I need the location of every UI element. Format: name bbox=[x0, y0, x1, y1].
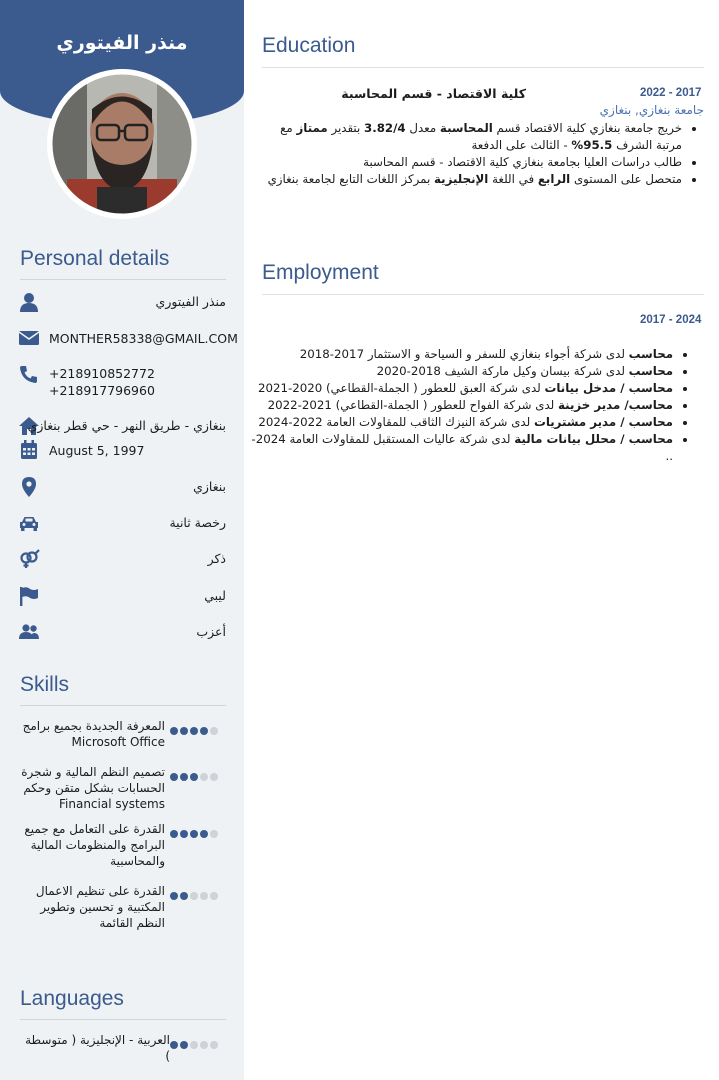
divider bbox=[262, 67, 704, 68]
flag-icon bbox=[18, 586, 40, 606]
map-marker-icon bbox=[18, 477, 40, 497]
employment-item bbox=[243, 397, 673, 414]
text-run: متحصل على المستوى bbox=[570, 172, 682, 186]
envelope-icon bbox=[18, 328, 40, 348]
role: محاسب / مدير مشتريات bbox=[533, 415, 673, 429]
gender-value: ذكر bbox=[207, 551, 226, 566]
employment-list bbox=[243, 346, 695, 465]
full-name-value: منذر الفيتوري bbox=[155, 294, 226, 309]
text-run: 3.82/4 bbox=[364, 121, 406, 135]
phone-2-value: +218917796960 bbox=[49, 383, 155, 398]
divider bbox=[262, 294, 704, 295]
email-value: MONTHER58338@GMAIL.COM bbox=[49, 331, 238, 346]
profile-name: منذر الفيتوري bbox=[56, 32, 188, 54]
employer: لدى شركة أجواء بنغازي للسفر و السياحة و الاستثمار 2017-2018 bbox=[299, 347, 629, 361]
employment-item bbox=[243, 414, 673, 431]
level-dot-empty bbox=[210, 892, 218, 900]
employer: لدى شركة النيزك الثاقب للمقاولات العامة 2022-2024 bbox=[258, 415, 534, 429]
skill-level bbox=[168, 766, 226, 776]
role: محاسب bbox=[628, 347, 673, 361]
employer: لدى شركة الفواح للعطور ( الجملة-القطاعي) 2021-2022 bbox=[267, 398, 559, 412]
employer: لدى شركة عاليات المستقبل للمقاولات العامة 2024- .. bbox=[251, 432, 673, 463]
text-run: ممتاز bbox=[296, 121, 328, 135]
phone-1-value: +218910852772 bbox=[49, 366, 155, 381]
driving-license-value: رخصة ثانية bbox=[169, 515, 226, 530]
language-level bbox=[168, 1034, 226, 1044]
education-heading: Education bbox=[262, 34, 356, 57]
role: محاسب / مدخل بيانات bbox=[544, 381, 673, 395]
text-run: مع مرتبة الشرف bbox=[280, 121, 682, 152]
employment-item bbox=[243, 346, 673, 363]
phone-icon bbox=[18, 364, 40, 384]
role: محاسب / محلل بيانات مالية bbox=[514, 432, 673, 446]
education-details bbox=[262, 120, 704, 188]
level-dot-filled bbox=[170, 892, 178, 900]
calendar-icon bbox=[18, 440, 40, 460]
role: محاسب/ مدير خزينة bbox=[558, 398, 673, 412]
skills-heading: Skills bbox=[20, 673, 70, 696]
text-run: معدل bbox=[405, 121, 440, 135]
sidebar bbox=[0, 0, 244, 1080]
personal-details-heading: Personal details bbox=[20, 247, 170, 270]
text-run: في اللغة bbox=[488, 172, 538, 186]
level-dot-empty bbox=[200, 1041, 208, 1049]
avatar bbox=[47, 69, 197, 219]
level-dot-filled bbox=[170, 1041, 178, 1049]
text-run: بتقدير bbox=[327, 121, 365, 135]
nationality-value: ليبي bbox=[204, 588, 226, 603]
skill-level bbox=[168, 885, 226, 895]
level-dot-filled bbox=[190, 773, 198, 781]
level-dot-empty bbox=[190, 1041, 198, 1049]
employment-heading: Employment bbox=[262, 261, 379, 284]
text-run: - الثالث على الدفعة bbox=[471, 138, 572, 152]
users-icon bbox=[18, 622, 40, 642]
skill-text: تصميم النظم المالية و شجرة الحسابات بشكل متقن وحكم Financial systems bbox=[21, 765, 165, 811]
level-dot-filled bbox=[180, 773, 188, 781]
place-of-birth-value: بنغازي bbox=[193, 479, 226, 494]
level-dot-filled bbox=[200, 830, 208, 838]
level-dot-empty bbox=[190, 892, 198, 900]
employment-item bbox=[243, 380, 673, 397]
skill-level bbox=[168, 823, 226, 833]
text-run: بمركز اللغات التابع لجامعة بنغازي bbox=[267, 172, 435, 186]
divider bbox=[20, 705, 226, 706]
level-dot-empty bbox=[200, 773, 208, 781]
employment-date: 2017 - 2024 bbox=[640, 314, 702, 326]
marital-status-value: أعزب bbox=[196, 624, 226, 639]
text-run: الإنجليزية bbox=[434, 172, 489, 186]
divider bbox=[20, 279, 226, 280]
text-run: المحاسبة bbox=[439, 121, 493, 135]
gender-icon bbox=[18, 549, 40, 569]
level-dot-filled bbox=[190, 727, 198, 735]
level-dot-filled bbox=[190, 830, 198, 838]
education-date: 2022 - 2017 bbox=[640, 87, 702, 99]
birth-date-value: August 5, 1997 bbox=[49, 443, 145, 458]
level-dot-filled bbox=[180, 727, 188, 735]
language-text: العربية - الإنجليزية ( متوسطة ) bbox=[25, 1033, 170, 1063]
text-run: 95.5% bbox=[571, 138, 613, 152]
level-dot-filled bbox=[170, 773, 178, 781]
skill-text: القدرة على تنظيم الاعمال المكتبية و تحسين وتطوير النظم القائمة bbox=[35, 884, 165, 930]
level-dot-filled bbox=[180, 1041, 188, 1049]
level-dot-empty bbox=[210, 773, 218, 781]
level-dot-filled bbox=[180, 892, 188, 900]
phone-values bbox=[49, 365, 155, 399]
level-dot-filled bbox=[200, 727, 208, 735]
employer: لدى شركة العبق للعطور ( الجملة-القطاعي) 2020-2021 bbox=[257, 381, 545, 395]
list-item bbox=[262, 120, 682, 154]
languages-heading: Languages bbox=[20, 987, 124, 1010]
level-dot-empty bbox=[200, 892, 208, 900]
skill-text: القدرة على التعامل مع جميع البرامج والمنظومات المالية والمحاسبية bbox=[24, 822, 165, 868]
role: محاسب bbox=[628, 364, 673, 378]
employment-item bbox=[243, 363, 673, 380]
level-dot-empty bbox=[210, 830, 218, 838]
list-item bbox=[262, 171, 682, 188]
user-icon bbox=[18, 292, 40, 312]
text-run: الرابع bbox=[537, 172, 571, 186]
text-run: خريج جامعة بنغازي كلية الاقتصاد قسم bbox=[492, 121, 682, 135]
level-dot-empty bbox=[210, 1041, 218, 1049]
education-institution: جامعة بنغازي, بنغازي bbox=[599, 103, 704, 117]
list-item: • طالب دراسات العليا بجامعة بنغازي كلية الاقتصاد - قسم المحاسبة bbox=[262, 154, 682, 171]
employment-item bbox=[243, 431, 673, 465]
level-dot-filled bbox=[180, 830, 188, 838]
level-dot-filled bbox=[170, 727, 178, 735]
divider bbox=[20, 1019, 226, 1020]
employer: لدى شركة بيسان وكيل ماركة الشيف 2018-2020 bbox=[376, 364, 629, 378]
car-icon bbox=[18, 513, 40, 533]
address-value: بنغازي - طريق النهر - حي قطر بنغازي bbox=[27, 418, 226, 433]
skill-text: المعرفة الجديدة بجميع برامج Microsoft Office bbox=[22, 719, 165, 749]
level-dot-empty bbox=[210, 727, 218, 735]
level-dot-filled bbox=[170, 830, 178, 838]
skill-level bbox=[168, 720, 226, 730]
education-title: كلية الاقتصاد - قسم المحاسبة bbox=[341, 86, 526, 101]
